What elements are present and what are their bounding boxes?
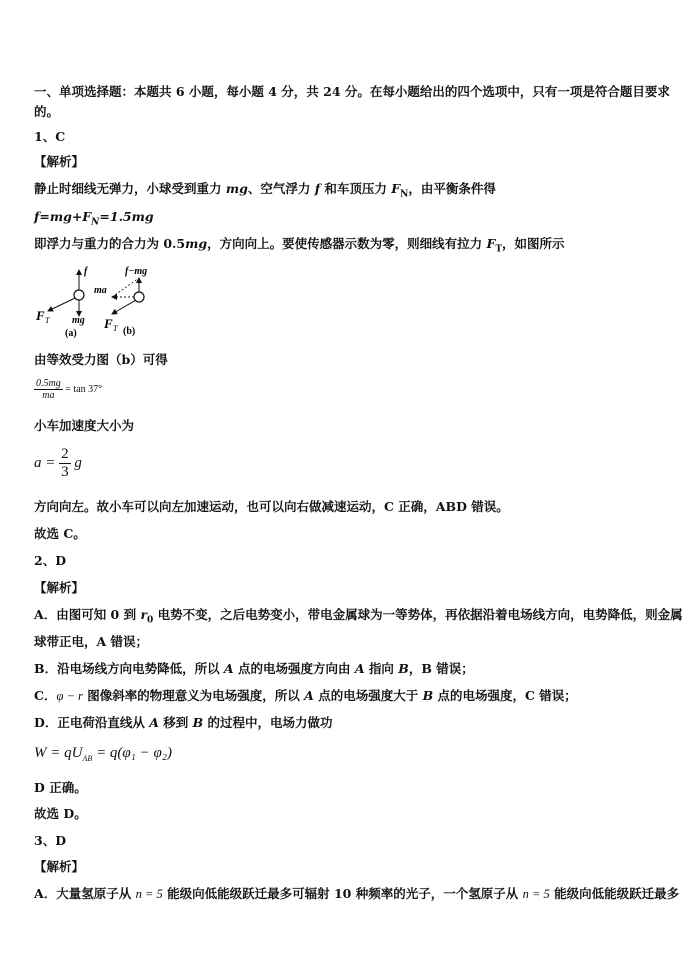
diagram-a xyxy=(35,266,89,339)
q1-conclusion: 故选 C。 xyxy=(34,526,86,541)
q1-equation-2: $\frac{0.5mg}{ma}$ = tan 37° xyxy=(36,378,103,401)
q2-d-correct: D 正确。 xyxy=(34,780,87,795)
q2-option-d: D．正电荷沿直线从 A 移到 B 的过程中，电场力做功 xyxy=(34,715,333,730)
q2-option-c: C．φ − r 图像斜率的物理意义为电场强度，所以 A 点的电场强度大于 B 点的电场强度，C 错误； xyxy=(34,688,577,703)
section-heading-line1: 一、单项选择题：本题共 6 小题，每小题 4 分，共 24 分。在每小题给出的四个选项中，只有一项是符合题目要求 xyxy=(34,84,670,99)
q2-conclusion: 故选 D。 xyxy=(34,806,87,821)
q1-paragraph-3: 由等效受力图（b）可得 xyxy=(34,352,168,367)
q2-option-b: B．沿电场线方向电势降低，所以 A 点的电场强度方向由 A 指向 B，B 错误； xyxy=(34,661,474,676)
q2-work-equation: $W = qU_{AB} = q(\varphi_1 - \varphi_2)$ xyxy=(34,745,172,763)
label-mg: mg xyxy=(72,315,85,326)
label-a: (a) xyxy=(65,328,77,339)
label-FT-b-sub: T xyxy=(113,324,118,333)
q1-paragraph-1: 静止时细线无弹力，小球受到重力 mg、空气浮力 f 和车顶压力 $F_N$，由平衡条件得 xyxy=(34,181,496,200)
q2-answer: 2、D xyxy=(34,553,67,568)
q3-answer: 3、D xyxy=(34,833,67,848)
q2-jiexi-label: 【解析】 xyxy=(34,580,85,595)
q1-jiexi-label: 【解析】 xyxy=(34,154,85,169)
label-f-minus-mg: f−mg xyxy=(125,266,148,277)
section-heading-line2: 的。 xyxy=(34,104,60,119)
force-diagram xyxy=(32,260,162,342)
q1-equation-3: a = $\frac{2}{3}$ g xyxy=(34,446,82,480)
q3-jiexi-label: 【解析】 xyxy=(34,859,85,874)
q2-option-a-line2: 球带正电，A 错误； xyxy=(34,634,149,649)
q1-paragraph-4: 小车加速度大小为 xyxy=(34,418,135,433)
q1-paragraph-5: 方向向左。故小车可以向左加速运动，也可以向右做减速运动，C 正确，ABD 错误。 xyxy=(34,499,509,514)
label-FT-a: F xyxy=(36,308,45,323)
label-FT-b: F xyxy=(104,316,113,331)
q3-option-a: A．大量氢原子从 n = 5 能级向低能级跃迁最多可辐射 10 种频率的光子，一个氢原子从 n = 5 能级向低能级跃迁最多 xyxy=(34,886,680,901)
q1-equation-1: $f=mg+F_N=1.5mg$ xyxy=(34,209,154,228)
diagram-b xyxy=(94,266,147,337)
label-f: f xyxy=(84,266,88,277)
q1-answer: 1、C xyxy=(34,129,66,144)
label-FT-a-sub: T xyxy=(45,316,50,325)
q2-option-a-line1: A．由图可知 0 到 $r_0$ 电势不变，之后电势变小，带电金属球为一等势体，再依据沿着电场线方向，电势降低，则金属 xyxy=(34,607,683,626)
label-ma: ma xyxy=(94,285,107,296)
label-b: (b) xyxy=(123,326,136,337)
q1-paragraph-2: 即浮力与重力的合力为 0.5mg，方向向上。要使传感器示数为零，则细线有拉力 $F_T$，如图所示 xyxy=(34,236,565,255)
